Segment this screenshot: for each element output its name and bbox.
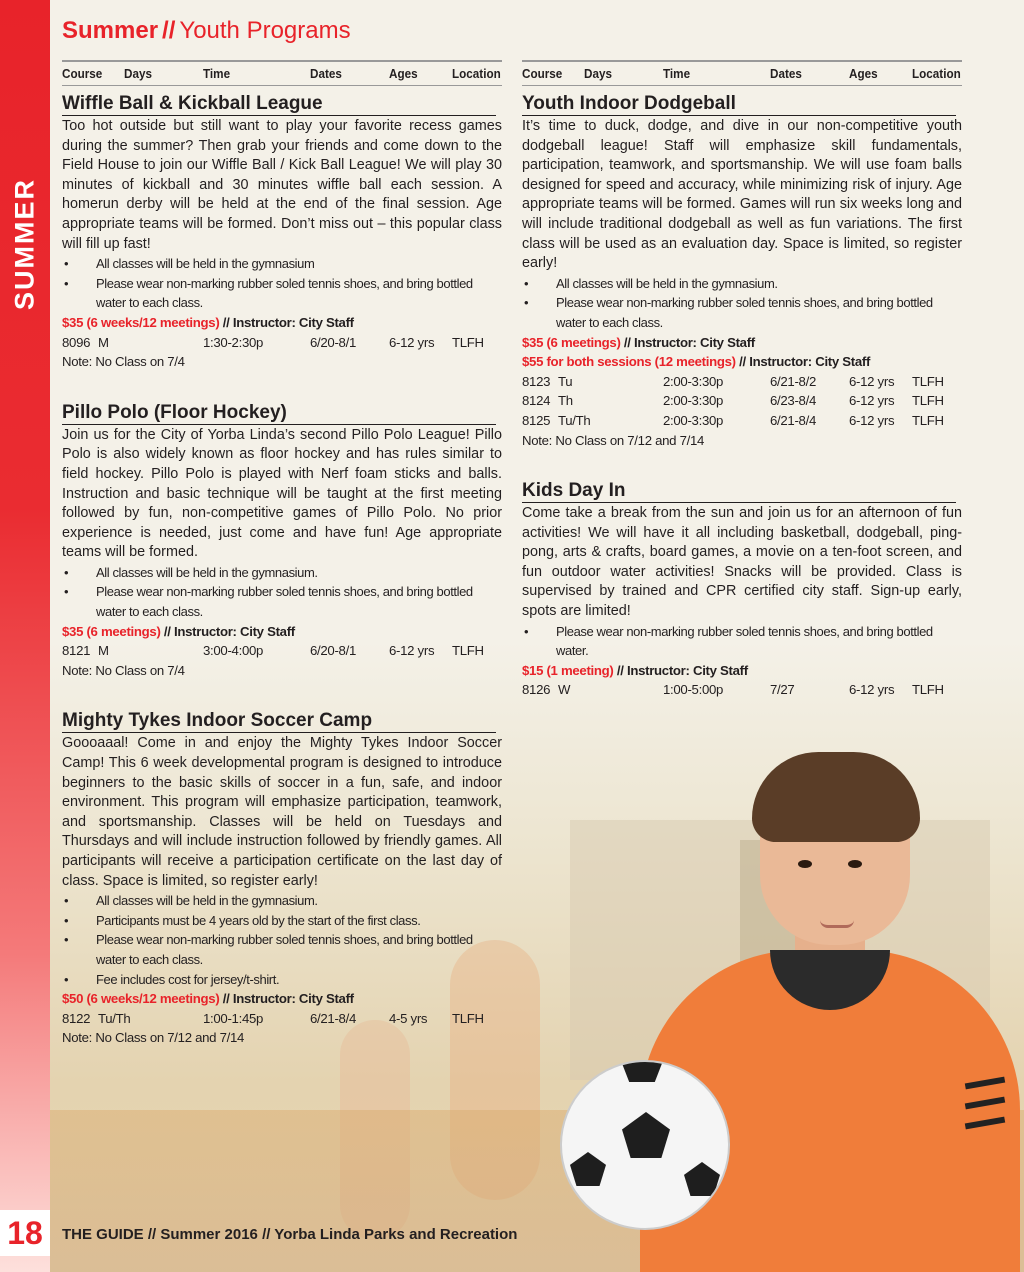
course-code: 8122 xyxy=(62,1010,91,1026)
program-title: Mighty Tykes Indoor Soccer Camp xyxy=(62,710,496,733)
class-row xyxy=(522,411,962,431)
program-title: Youth Indoor Dodgeball xyxy=(522,93,956,116)
fee-price: $35 (6 weeks/12 meetings) xyxy=(62,314,220,330)
class-time: 1:00-5:00p xyxy=(663,682,724,698)
class-ages: 6-12 yrs xyxy=(389,643,435,659)
course-code: 8121 xyxy=(62,643,91,659)
fee-line xyxy=(62,313,502,333)
fee-price: $15 (1 meeting) xyxy=(522,662,614,678)
class-note: Note: No Class on 7/4 xyxy=(62,354,185,370)
column-header-time: Time xyxy=(663,66,691,81)
class-time: 2:00-3:30p xyxy=(663,412,724,428)
column-header-row xyxy=(62,60,502,86)
program-section xyxy=(522,93,962,450)
right-column xyxy=(522,60,962,700)
bullet-item: • Please wear non-marking rubber soled tennis shoes, and bring bottled water. xyxy=(522,622,962,661)
class-days: Th xyxy=(558,393,573,409)
program-bullets xyxy=(522,274,962,333)
class-row xyxy=(62,1009,502,1029)
fee-price: $50 (6 weeks/12 meetings) xyxy=(62,991,220,1007)
bullet-item: • Please wear non-marking rubber soled tennis shoes, and bring bottled water to each class. xyxy=(62,582,502,621)
class-note: Note: No Class on 7/4 xyxy=(62,662,185,678)
class-time: 3:00-4:00p xyxy=(203,643,264,659)
fee-instructor: // Instructor: City Staff xyxy=(735,354,871,370)
class-dates: 6/20-8/1 xyxy=(310,643,356,659)
soccer-ball xyxy=(560,1060,730,1230)
header-section: Summer xyxy=(62,17,159,44)
class-ages: 6-12 yrs xyxy=(389,334,435,350)
class-dates: 6/21-8/4 xyxy=(770,412,816,428)
class-row xyxy=(62,641,502,661)
bullet-item: • Participants must be 4 years old by the start of the first class. xyxy=(62,911,502,931)
class-days: Tu/Th xyxy=(558,412,591,428)
fee-instructor: // Instructor: City Staff xyxy=(160,623,295,639)
program-description: Goooaaal! Come in and enjoy the Mighty Tykes Indoor Soccer Camp! This 6 week developmental program is designed to introduce beginners to the basic skills of soccer in a fun, safe, and indoor environment. This program will emphasize participation, teamwork, and sportsmanship. Classes will be held on Tuesdays and Thursdays and will include instruction followed by friendly games. All participants will receive a participation certificate on the last day of class. Space is limited, so register early! xyxy=(62,735,502,889)
program-section xyxy=(62,710,502,1048)
class-row xyxy=(522,372,962,392)
column-header-ages: Ages xyxy=(389,66,418,81)
class-days: Tu xyxy=(558,373,573,389)
class-time: 2:00-3:30p xyxy=(663,373,724,389)
class-time: 2:00-3:30p xyxy=(663,393,724,409)
course-code: 8123 xyxy=(522,373,551,389)
column-header-course: Course xyxy=(62,66,103,81)
class-days: M xyxy=(98,334,109,350)
program-bullets xyxy=(62,563,502,622)
fee-price: $35 (6 meetings) xyxy=(62,623,161,639)
class-row xyxy=(522,680,962,700)
fee-line xyxy=(62,622,502,642)
class-dates: 6/23-8/4 xyxy=(770,393,816,409)
program-section xyxy=(522,480,962,700)
class-days: M xyxy=(98,643,109,659)
boy-hair xyxy=(752,752,920,842)
fee-instructor: // Instructor: City Staff xyxy=(219,314,354,330)
column-header-row xyxy=(522,60,962,86)
column-header-location: Location xyxy=(912,66,961,81)
fee-instructor: // Instructor: City Staff xyxy=(620,334,755,350)
boy-eye xyxy=(798,860,812,868)
class-location: TLFH xyxy=(912,412,944,428)
class-location: TLFH xyxy=(912,373,944,389)
fee-line xyxy=(522,352,962,372)
class-location: TLFH xyxy=(912,393,944,409)
fee-price: $35 (6 meetings) xyxy=(522,334,621,350)
column-header-course: Course xyxy=(522,66,563,81)
course-code: 8096 xyxy=(62,334,91,350)
header-subtitle: Youth Programs xyxy=(179,17,351,44)
class-dates: 7/27 xyxy=(770,682,795,698)
left-column xyxy=(62,60,502,1048)
class-time: 1:30-2:30p xyxy=(203,334,264,350)
program-section xyxy=(62,402,502,681)
column-header-ages: Ages xyxy=(849,66,878,81)
fee-price: $55 for both sessions (12 meetings) xyxy=(522,354,736,370)
class-location: TLFH xyxy=(912,682,944,698)
bullet-item: • All classes will be held in the gymnasium. xyxy=(62,891,502,911)
bullet-item: • Please wear non-marking rubber soled tennis shoes, and bring bottled water to each class. xyxy=(62,274,502,313)
fee-instructor: // Instructor: City Staff xyxy=(219,991,354,1007)
header-separator: // xyxy=(162,17,176,44)
program-description: Come take a break from the sun and join us for an afternoon of fun activities! We will have it all including basketball, dodgeball, ping-pong, arts & crafts, board games, a movie on a ten-foot screen, and fun outdoor water activities! Snacks will be provided. Class is supervised by trained and CPR certified city staff. Sign-up early, spots are limited! xyxy=(522,505,962,620)
program-title: Wiffle Ball & Kickball League xyxy=(62,93,496,116)
program-title: Kids Day In xyxy=(522,480,956,503)
class-note: Note: No Class on 7/12 and 7/14 xyxy=(522,432,705,448)
column-header-location: Location xyxy=(452,66,501,81)
column-header-dates: Dates xyxy=(770,66,802,81)
class-note: Note: No Class on 7/12 and 7/14 xyxy=(62,1030,245,1046)
column-header-time: Time xyxy=(203,66,231,81)
bullet-item: • Fee includes cost for jersey/t-shirt. xyxy=(62,970,502,990)
column-header-days: Days xyxy=(584,66,612,81)
fee-line xyxy=(522,333,962,353)
class-location: TLFH xyxy=(452,1010,484,1026)
page-number: 18 xyxy=(0,1210,50,1256)
boy-eye xyxy=(848,860,862,868)
boy-mouth xyxy=(820,920,854,928)
sidebar-section-word: SUMMER xyxy=(9,178,40,310)
class-row xyxy=(522,391,962,411)
program-description: Join us for the City of Yorba Linda’s second Pillo Polo League! Pillo Polo is also widely known as floor hockey and has rules similar to field hockey. Pillo Polo is played with Nerf foam sticks and balls. Instruction and basic technique will be taught at the first meeting followed by fun, non-competitive games of Pillo Polo. No prior experience is needed, just come and have fun! Age appropriate teams will be formed. xyxy=(62,426,502,561)
program-description: It’s time to duck, dodge, and dive in our non-competitive youth dodgeball league! Staff will emphasize skill fundamentals, participation, teamwork, and sportsmanship. We will use foam balls designed for speed and accuracy, while minimizing risk of injury. Age appropriate teams will be formed. Games will run six weeks long and will include traditional dodgeball as well as fun variations. The first class will be used as an evaluation day. Space is limited, so register early! xyxy=(522,118,962,272)
class-row xyxy=(62,333,502,353)
page-footer: THE GUIDE // Summer 2016 // Yorba Linda Parks and Recreation xyxy=(62,1226,518,1243)
course-code: 8124 xyxy=(522,393,551,409)
fee-instructor: // Instructor: City Staff xyxy=(613,662,748,678)
course-code: 8126 xyxy=(522,682,551,698)
bullet-item: • Please wear non-marking rubber soled tennis shoes, and bring bottled water to each class. xyxy=(62,930,502,969)
fee-line xyxy=(522,661,962,681)
class-time: 1:00-1:45p xyxy=(203,1010,264,1026)
class-ages: 4-5 yrs xyxy=(389,1010,428,1026)
class-location: TLFH xyxy=(452,643,484,659)
section-sidebar xyxy=(0,0,50,1272)
program-title: Pillo Polo (Floor Hockey) xyxy=(62,402,496,425)
page-header xyxy=(62,14,351,50)
class-location: TLFH xyxy=(452,334,484,350)
bullet-item: • Please wear non-marking rubber soled tennis shoes, and bring bottled water to each class. xyxy=(522,293,962,332)
program-description: Too hot outside but still want to play your favorite recess games during the summer? Then grab your friends and come down to the Field House to join our Wiffle Ball / Kick Ball League! We will play 30 minutes of kickball and 30 minutes wiffle ball each session. A homerun derby will be held at the end of the final session. Age appropriate teams will be formed. Don’t miss out – this popular class will fill up fast! xyxy=(62,118,502,252)
column-header-days: Days xyxy=(124,66,152,81)
class-ages: 6-12 yrs xyxy=(849,393,895,409)
class-ages: 6-12 yrs xyxy=(849,682,895,698)
bullet-item: • All classes will be held in the gymnasium. xyxy=(522,274,962,294)
course-code: 8125 xyxy=(522,412,551,428)
class-days: Tu/Th xyxy=(98,1010,131,1026)
fee-line xyxy=(62,989,502,1009)
bullet-item: • All classes will be held in the gymnasium xyxy=(62,254,502,274)
program-section xyxy=(62,93,502,372)
class-dates: 6/20-8/1 xyxy=(310,334,356,350)
class-ages: 6-12 yrs xyxy=(849,373,895,389)
program-bullets xyxy=(522,622,962,661)
program-bullets xyxy=(62,254,502,313)
class-days: W xyxy=(558,682,571,698)
column-header-dates: Dates xyxy=(310,66,342,81)
program-bullets xyxy=(62,891,502,989)
class-ages: 6-12 yrs xyxy=(849,412,895,428)
class-dates: 6/21-8/4 xyxy=(310,1010,356,1026)
class-dates: 6/21-8/2 xyxy=(770,373,816,389)
bullet-item: • All classes will be held in the gymnasium. xyxy=(62,563,502,583)
